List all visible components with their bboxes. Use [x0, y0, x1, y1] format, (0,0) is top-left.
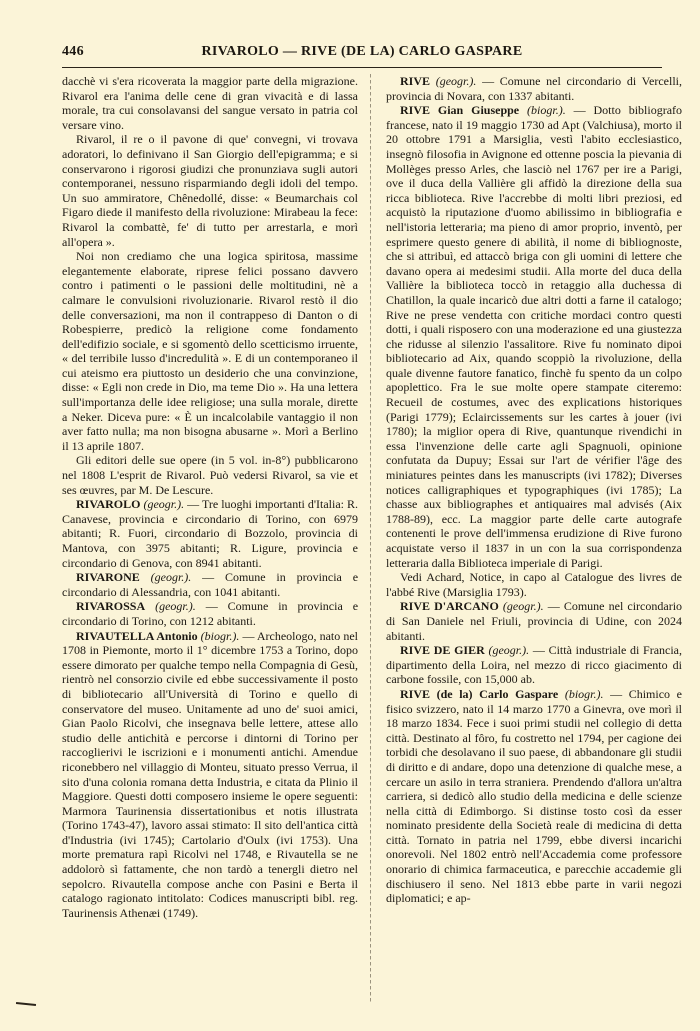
entry-headword: RIVE (de la) Carlo Gaspare [400, 686, 559, 701]
right-paragraph [386, 103, 682, 570]
entry-text: Rivarol, il re o il pavone di que' convegni, vi trovava adoratori, lo definivano il San Giorgio dell'epigramma; e si conservarono i rigorosi giudizi che pronunziava sugli autori contemporanei, nessuno risparmiando degli idoli del tempo. Un suo ammiratore, Chênedollé, disse: « Beumarchais col Figaro diede il manifesto della rivoluzione: Mirabeau la fece: Rivarol la combattè, fe' di tutto per arrestarla, e morì all'opera ». [62, 132, 358, 249]
left-column [62, 74, 358, 1009]
entry-headword: RIVE D'ARCANO [400, 599, 499, 614]
entry-qualifier: (geogr.). [155, 599, 196, 614]
entry-headword: RIVE DE GIER [400, 643, 485, 658]
left-paragraph [62, 497, 358, 570]
right-paragraph [386, 643, 682, 687]
entry-headword: RIVE Gian Giuseppe [400, 103, 520, 118]
entry-text: dacchè vi s'era ricoverata la maggior parte della migrazione. Rivarol era l'anima delle cene di gran vivacità e di lassa morale, tra cui consolavansi del sangue versato in patria col versare vino. [62, 74, 358, 132]
entry-text: Noi non crediamo che una logica spiritosa, massime elegantemente elaborate, riprese felici possano davvero contro i patimenti o le passioni delle moltitudini, nè a calmare le convulsioni rivoluzionarie. Rivarol restò il dio delle conversazioni, ma non il contrappeso di Danton o di Robespierre, predicò la religione come fondamento dell'edifizio sociale, e si sgomentò dello scetticismo irruente, « del terribile lusso d'incredulità ». E di un contemporaneo il cui ateismo era piuttosto un desiderio che una convinzione, disse: « Egli non crede in Dio, ma teme Dio ». Ha una lettera sull'importanza delle idee religiose; una sulla morale, dirette a Neker. Diceva pure: « È un incalcolabile vantaggio il non aver fatto nulla; ma non bisogna abusarne ». Morì a Berlino il 13 aprile 1807. [62, 249, 358, 453]
margin-mark [16, 1002, 36, 1006]
entry-text: — Comune in provincia e circondario di Alessandria, con 1041 abitanti. [62, 570, 358, 599]
entry-headword: RIVAROLO [76, 497, 141, 512]
right-paragraph [386, 570, 682, 599]
left-paragraph [62, 132, 358, 249]
column-divider [370, 74, 371, 1004]
running-head: RIVAROLO — RIVE (DE LA) CARLO GASPARE [201, 44, 523, 59]
entry-qualifier: (geogr.). [435, 74, 477, 88]
entry-headword: RIVE [400, 74, 431, 88]
page-header [62, 44, 662, 64]
entry-text: Vedi Achard, Notice, in capo al Catalogue des livres de l'abbé Rive (Marsiglia 1793). [386, 570, 682, 599]
entry-text: — Chimico e fisico svizzero, nato il 14 marzo 1770 a Ginevra, ove morì il 18 marzo 1834. Fece i suoi primi studii nel collegio di detta città. Destinato al fôro, fu costretto nel 1794, per cagione dei torbidi che desolavano il suo paese, di abbandonare gli studii di diritto e di andare, dopo una detenzione di qualche mese, a cercare un asilo in terra straniera. Prendendo d'allora un'altra carriera, si dedicò allo studio della medicina e delle scienze nella città di Edimborgo. Si distinse tosto così da esser nominato presidente della Società reale di medicina di detta città. Tornato in patria nel 1799, ebbe diversi incarichi onorevoli. Nel 1802 entrò nell'Accademia come professore onorario di chimica farmaceutica, e parecchie accademie gli dischiusero il seno. Nel 1813 ebbe parte in varii negozi diplomatici; e ap- [386, 686, 682, 906]
left-paragraph [62, 74, 358, 132]
right-paragraph [386, 599, 682, 643]
entry-qualifier: (biogr.). [564, 686, 604, 701]
right-column [386, 74, 682, 1009]
entry-headword: RIVAROSSA [76, 599, 146, 614]
left-paragraph [62, 249, 358, 453]
entry-headword: RIVARONE [76, 570, 140, 585]
entry-text: — Dotto bibliografo francese, nato il 19 maggio 1730 ad Apt (Valchiusa), morto il 20 ottobre 1791 a Marsiglia, vestì l'abito ecclesiastico, insegnò filosofia in Avignone ed ottenne poscia la pievania di Mollèges presso Arles, che lasciò nel 1767 per ire a Parigi, ove il duca della Vallière gli affidò la direzione della sua ricca biblioteca. Rive l'accrebbe di molti libri preziosi, ed acquistò la riputazione d'uomo abilissimo in bibliografia e nell'istoria letteraria; ma pieno di amor proprio, inventò, per esprimere questo genere di abilità, il nome di bibliognoste, che si attribuì, ed attaccò briga con gli uomini di lettere che davano opera ai medesimi studii. Alla morte del duca della Vallière la biblioteca toccò in retaggio alla duchessa di Chatillon, la quale incaricò due altri dotti a farne il catalogo; Rive ne prese vendetta con critiche mordaci contro questi dotti, i quali risposero con una moderazione ed una giustezza che ridusse al silenzio l'assalitore. Rive fu nominato dipoi bibliotecario ad Aix, quando scoppiò la rivoluzione, della quale divenne fautore fanatico, finchè fu spento da un colpo apoplettico. Fra le sue molte opere stampate citeremo: Recueil de costumes, avec des explications historiques (Parigi 1779); Eclaircissements sur les cartes à jouer (ivi 1780); la miglior opera di Rive, quantunque rivendichi in essa l'invenzione delle carte agli Spagnuoli, opinione confutata da Dupuy; Essai sur l'art de vérifier l'âge des miniatures peintes dans les manuscripts (ivi 1782); Diverses notices calligraphiques et typographiques (ivi 1785); La chasse aux bibliographes et antiquaires mal advisés (Aix 1788-89), ecc. La maggior parte delle carte autografe contenenti le prove dell'immensa erudizione di Rive furono acquistate verso il 1837 in un con la sua corrispondenza letteraria dalla Biblioteca imperiale di Parigi. [386, 103, 682, 570]
entry-qualifier: (geogr.). [143, 497, 185, 512]
entry-qualifier: (geogr.). [502, 599, 544, 614]
entry-text: — Città industriale di Francia, dipartimento della Loira, nel mezzo di ricco giacimento di carbone fossile, con 15,000 ab. [386, 643, 682, 687]
header-rule [62, 67, 662, 68]
left-paragraph [62, 599, 358, 628]
page-number: 446 [62, 44, 84, 59]
entry-text: — Comune in provincia e circondario di Torino, con 1212 abitanti. [62, 599, 358, 628]
left-paragraph [62, 570, 358, 599]
entry-qualifier: (biogr.). [527, 103, 566, 118]
entry-text: — Comune nel circondario di Vercelli, provincia di Novara, con 1337 abitanti. [386, 74, 682, 103]
entry-text: — Comune nel circondario di San Daniele nel Friuli, provincia di Udine, con 2024 abitanti. [386, 599, 682, 643]
entry-qualifier: (biogr.). [200, 628, 240, 643]
entry-headword: RIVAUTELLA Antonio [76, 628, 198, 643]
entry-text: Gli editori delle sue opere (in 5 vol. in-8°) pubblicarono nel 1808 L'esprit de Rivarol. Può vedersi Rivarol, sa vie et ses œuvres, par M. De Lescure. [62, 453, 358, 497]
left-paragraph [62, 453, 358, 497]
left-paragraph [62, 629, 358, 921]
entry-qualifier: (geogr.). [150, 570, 192, 585]
entry-text: — Archeologo, nato nel 1708 in Piemonte, morto il 1° dicembre 1753 a Torino, dopo essere dimorato per qualche tempo nella Compagnia di Gesù, rientrò nel consorzio civile ed ebbe successivamente il posto di bibliotecario all'Università di Torino e quello di conservatore del museo. Unitamente ad uno de' suoi amici, Gian Paolo Ricolvi, che insegnava belle lettere, attese allo studio delle antichità e percorse i dintorni di Torino per raccoglierivi le iscrizioni e i monumenti antichi. Amendue riconebbero nel villaggio di Monteu, situato presso Verrua, il sito d'una colonia romana detta Industria, e citata da Plinio il Maggiore. Questi dotti composero insieme le opere seguenti: Marmora Taurinensia dissertationibus et notis illustrata (Torino 1743-47), lavoro assai stimato: Il sito dell'antica città d'Industria (ivi 1745); Cartolario d'Oulx (ivi 1753). Una morte prematura rapì Ricolvi nel 1748, e Rivautella se ne addolorò sì fattamente, che non tardò a tenergli dietro nel sepolcro. Rivautella compose anche con Pasini e Berta il catalogo ragionato intitolato: Codices manuscripti bibl. reg. Taurinensis Athenæi (1749). [62, 628, 358, 920]
right-paragraph [386, 74, 682, 103]
right-paragraph [386, 687, 682, 906]
entry-qualifier: (geogr.). [488, 643, 530, 658]
entry-text: — Tre luoghi importanti d'Italia: R. Canavese, provincia e circondario di Torino, con 6979 abitanti; R. Fuori, circondario di Bozzolo, provincia di Mantova, con 3975 abitanti; R. Ligure, provincia e circondario di Genova, con 8941 abitanti. [62, 497, 358, 570]
